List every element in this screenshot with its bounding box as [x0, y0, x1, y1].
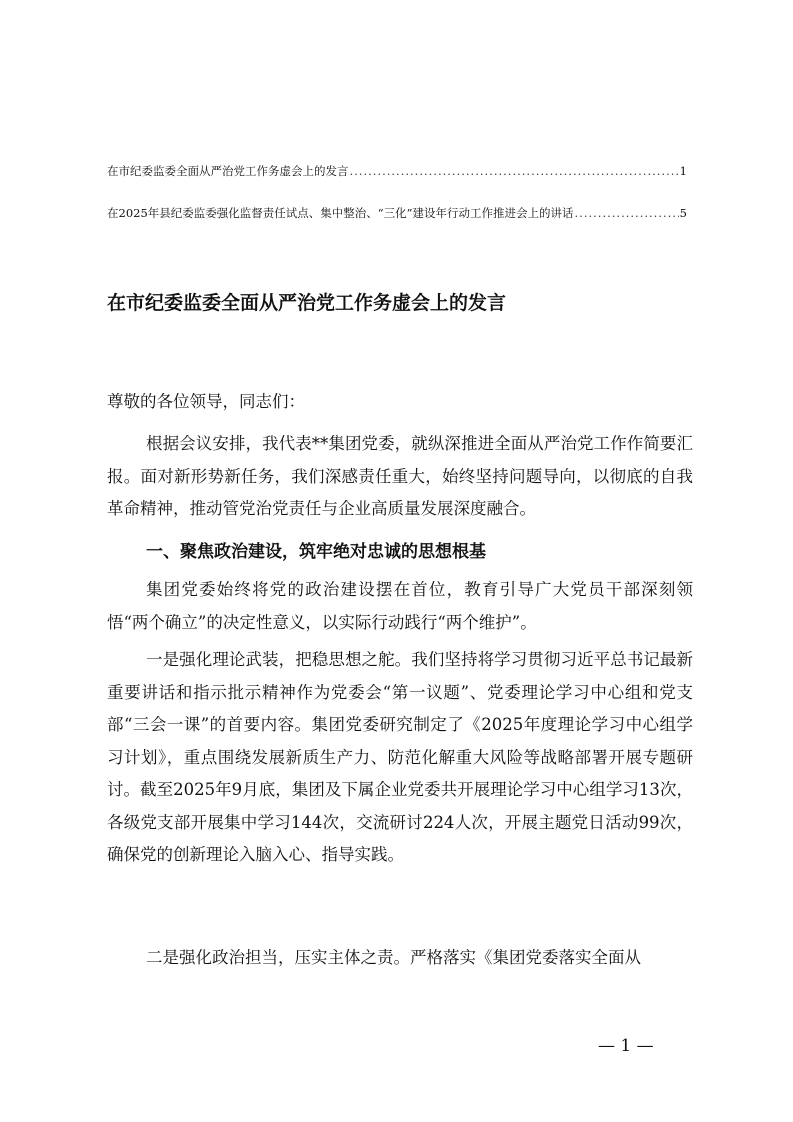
paragraph: 根据会议安排，我代表**集团党委，就纵深推进全面从严治党工作作简要汇报。面对新形势新任务，我们深感责任重大，始终坚持问题导向，以彻底的自我革命精神，推动管党治党责任与企业高质量发展深度融合。: [107, 434, 693, 518]
paragraph: 一是强化理论武装，把稳思想之舵。我们坚持将学习贯彻习近平总书记最新重要讲话和指示批示精神作为党委会“第一议题”、党委理论学习中心组和党支部“三会一课”的首要内容。集团党委研究制定了《2025年度理论学习中心组学习计划》，重点围绕发展新质生产力、防范化解重大风险等战略部署开展专题研讨。截至2025年9月底，集团及下属企业党委共开展理论学习中心组学习13次，各级党支部开展集中学习144次，交流研讨224人次，开展主题党日活动99次，确保党的创新理论入脑入心、指导实践。: [107, 650, 693, 864]
toc-entry-title: 在2025年县纪委监委强化监督责任试点、集中整治、“三化”建设年行动工作推进会上的讲话: [107, 206, 574, 220]
toc-entry[interactable]: [107, 163, 687, 179]
toc-entry-title: 在市纪委监委全面从严治党工作务虚会上的发言: [107, 164, 349, 178]
toc-leader-dots: [575, 205, 679, 221]
paragraph: 二是强化政治担当，压实主体之责。严格落实《集团党委落实全面从: [146, 948, 641, 967]
salutation: 尊敬的各位领导，同志们：: [107, 392, 305, 411]
toc-entry-page: 1: [679, 164, 687, 178]
toc-entry[interactable]: [107, 205, 687, 221]
section-heading: 一、聚焦政治建设，筑牢绝对忠诚的思想根基: [146, 542, 486, 562]
page-number: — 1 —: [598, 1036, 654, 1056]
toc-leader-dots: [350, 163, 679, 179]
document-title: 在市纪委监委全面从严治党工作务虚会上的发言: [107, 292, 507, 314]
paragraph: 集团党委始终将党的政治建设摆在首位，教育引导广大党员干部深刻领悟“两个确立”的决定性意义，以实际行动践行“两个维护”。: [107, 580, 693, 632]
toc-entry-page: 5: [679, 206, 687, 220]
